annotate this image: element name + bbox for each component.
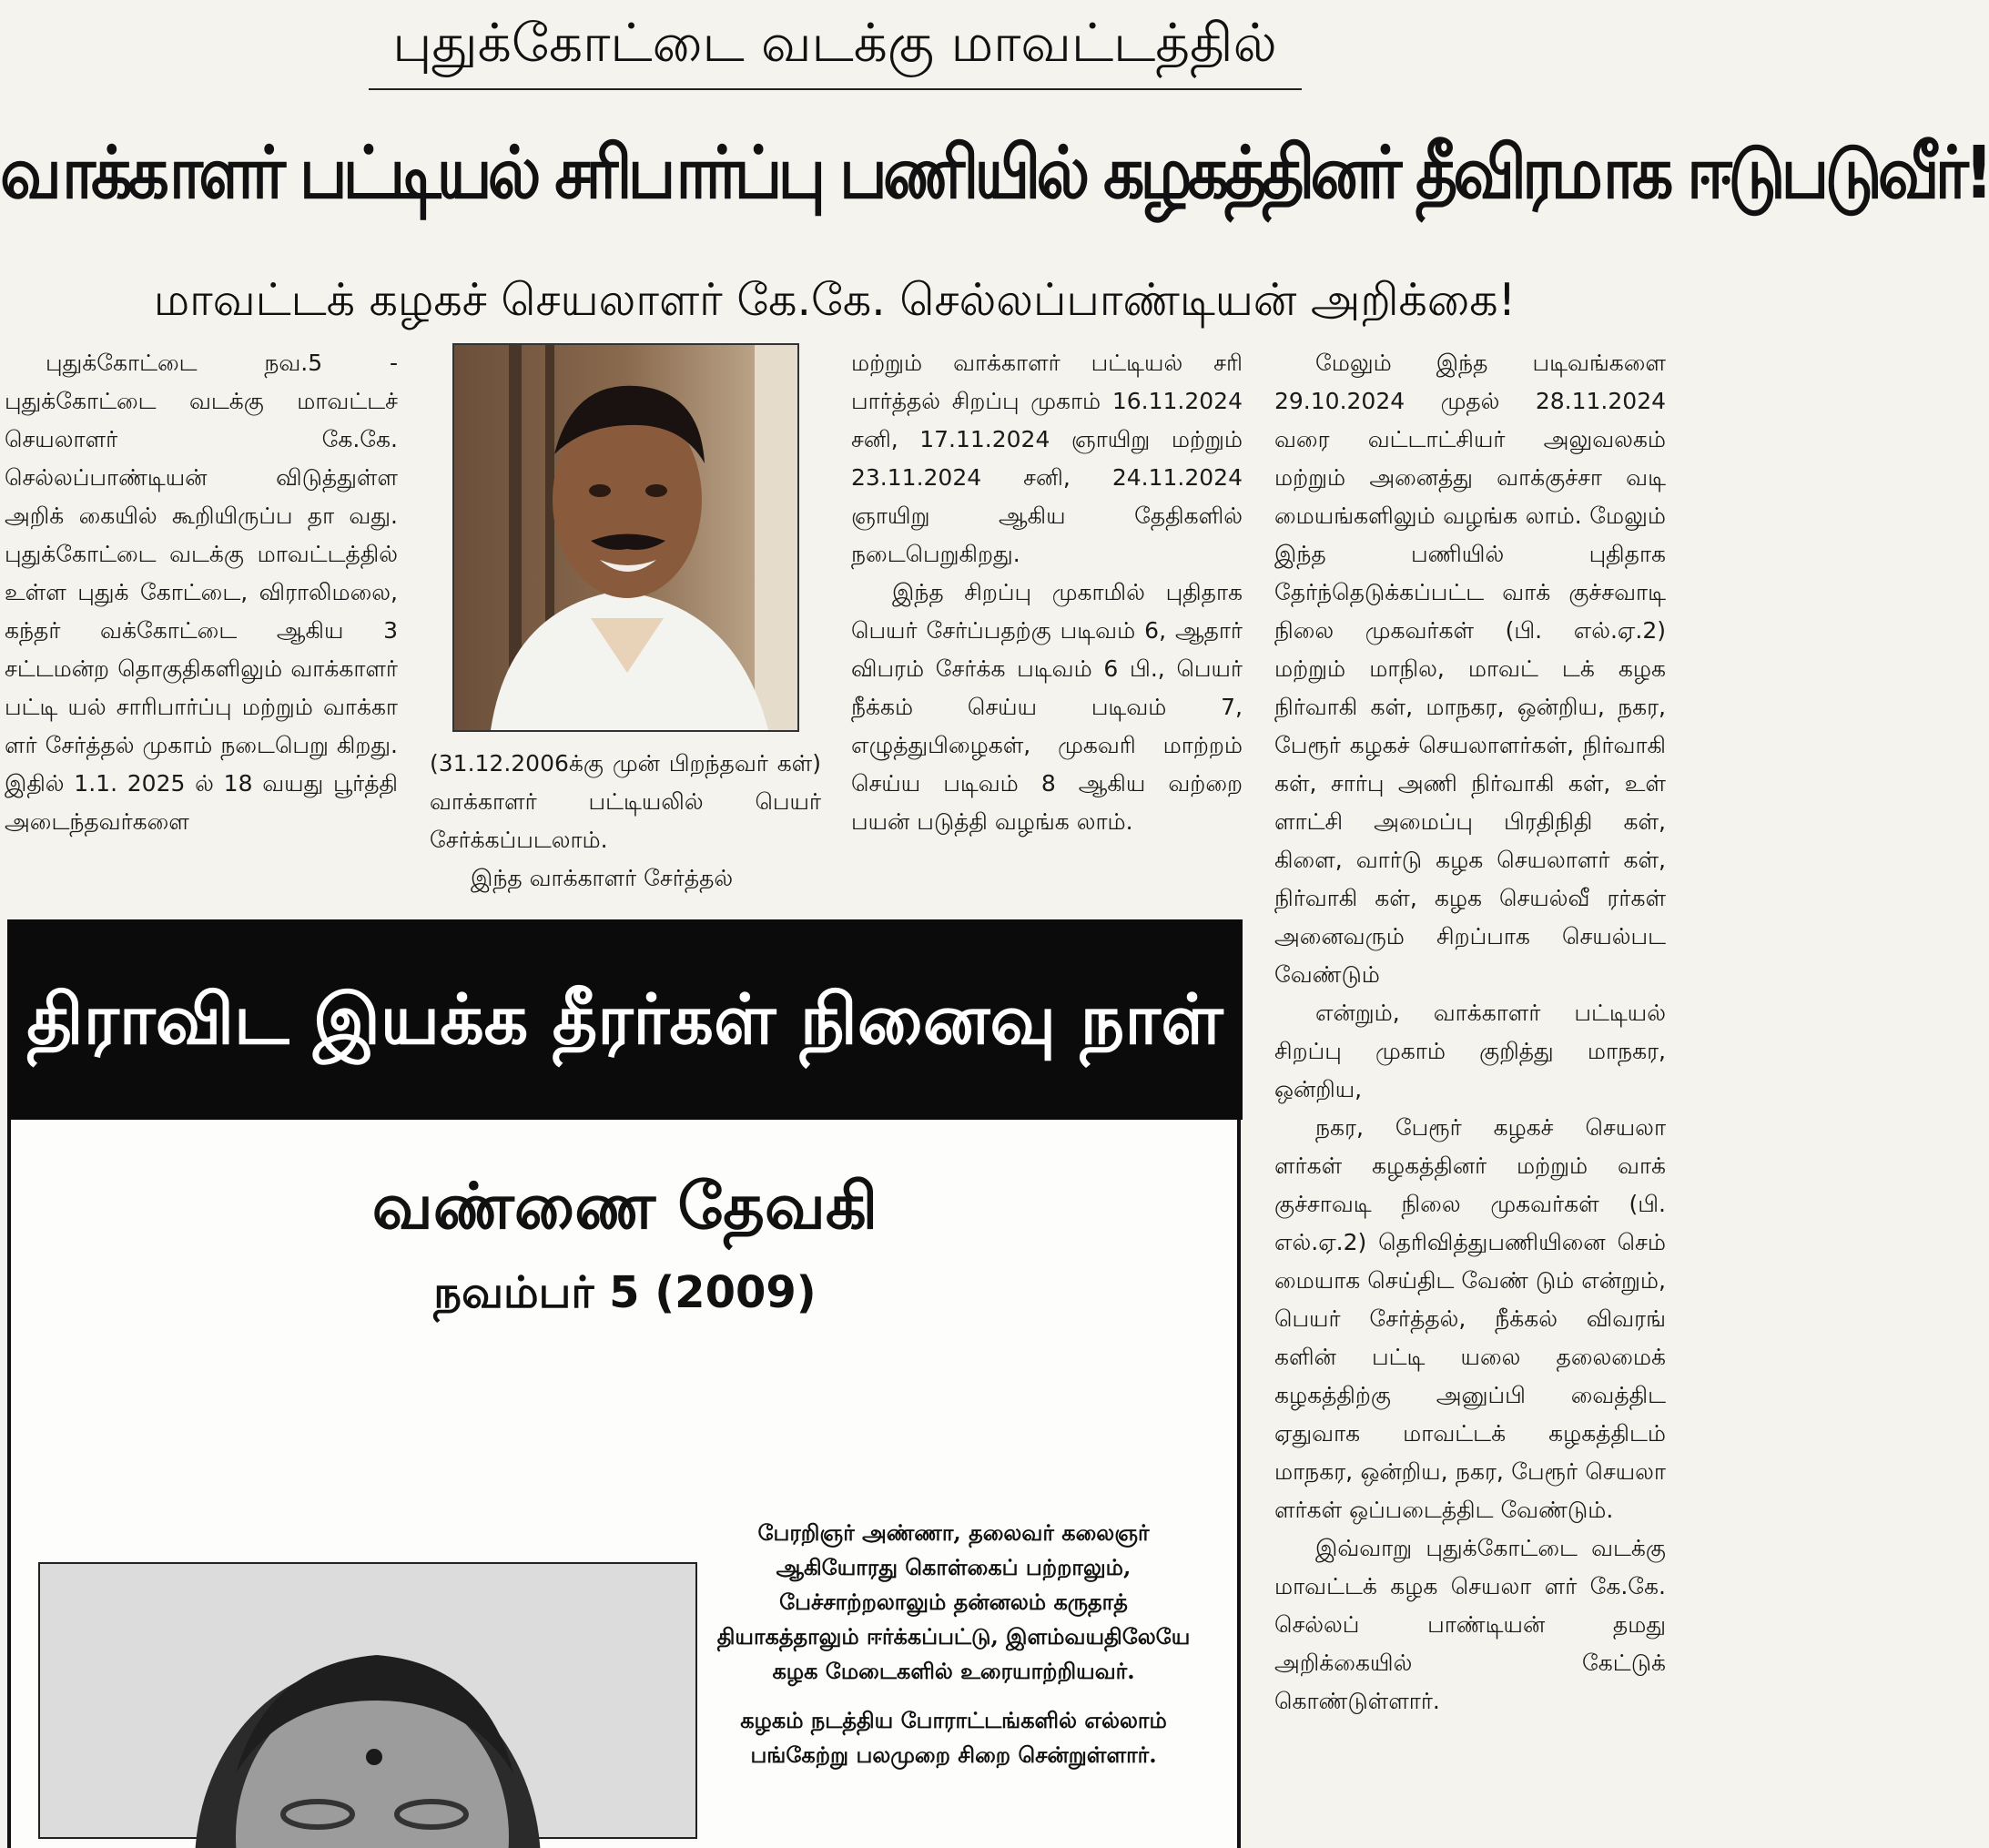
memorial-person-name: வண்ணை தேவகி	[371, 1168, 878, 1244]
article-column-2	[430, 745, 821, 898]
secretary-portrait-photo	[452, 343, 799, 732]
article-column-1	[5, 344, 398, 841]
article-paragraph: புதுக்கோட்டை நவ.5 - புதுக்கோட்டை வடக்கு மாவட்டச் செயலாளர் கே.கே. செல்லப்பாண்டியன் விடுத்துள்ள அறிக் கையில் கூறியிருப்ப தா வது. புதுக்கோட்டை வடக்கு மாவட்டத்தில் உள்ள புதுக் கோட்டை, விராலிமலை, கந்தர் வக்கோட்டை ஆகிய 3 சட்டமன்ற தொகுதிகளிலும் வாக்காளர் பட்டி யல் சாரிபார்ப்பு மற்றும் வாக்கா ளர் சேர்த்தல் முகாம் நடைபெறு கிறது. இதில் 1.1. 2025 ல் 18 வயது பூர்த்தி அடைந்தவர்களை	[5, 350, 398, 835]
kicker-headline: புதுக்கோட்டை வடக்கு மாவட்டத்தில்	[392, 12, 1277, 74]
main-headline: வாக்காளர் பட்டியல் சரிபார்ப்பு பணியில் கழகத்தினர் தீவிரமாக ஈடுபடுவீர்!	[0, 129, 1989, 215]
article-paragraph: இந்த சிறப்பு முகாமில் புதிதாக பெயர் சேர்ப்பதற்கு படிவம் 6, ஆதார் விபரம் சேர்க்க படிவம் 6 பி., பெயர் நீக்கம் செய்ய படிவம் 7, எழுத்துபிழைகள், முகவரி மாற்றம் செய்ய படிவம் 8 ஆகிய வற்றை பயன் படுத்தி வழங்க லாம்.	[851, 579, 1243, 835]
article-paragraph: நகர, பேரூர் கழகச் செயலா ளர்கள் கழகத்தினர் மற்றும் வாக் குச்சாவடி நிலை முகவர்கள் (பி. எல்.ஏ.2) தெரிவித்துபணியினை செம் மையாக செய்திட வேண் டும் என்றும், பெயர் சேர்த்தல், நீக்கல் விவரங் களின் பட்டி யலை தலைமைக் கழகத்திற்கு அனுப்பி வைத்திட ஏதுவாக மாவட்டக் கழகத்திடம் மாநகர, ஒன்றிய, நகர, பேரூர் செயலா ளர்கள் ஒப்படைத்திட வேண்டும்.	[1274, 1114, 1666, 1523]
article-column-3	[851, 344, 1243, 841]
memorial-bio-paragraph: கழகம் நடத்திய போராட்டங்களில் எல்லாம் பங்கேற்று பலமுறை சிறை சென்றுள்ளார்.	[740, 1707, 1167, 1768]
memorial-banner-title: திராவிட இயக்க தீரர்கள் நினைவு நாள்	[26, 979, 1223, 1060]
article-paragraph: மற்றும் வாக்காளர் பட்டியல் சரி பார்த்தல் சிறப்பு முகாம் 16.11.2024 சனி, 17.11.2024 ஞாயிறு மற்றும் 23.11.2024 சனி, 24.11.2024 ஞாயிறு ஆகிய தேதிகளில் நடைபெறுகிறது.	[851, 350, 1243, 567]
portrait-illustration	[454, 345, 797, 730]
sub-headline: மாவட்டக் கழகச் செயலாளர் கே.கே. செல்லப்பாண்டியன் அறிக்கை!	[153, 274, 1517, 326]
memorial-bio-paragraph: பேரறிஞர் அண்ணா, தலைவர் கலைஞர் ஆகியோரது கொள்கைப் பற்றாலும், பேச்சாற்றலாலும் தன்னலம் கருதாத் தியாகத்தாலும் ஈர்க்கப்பட்டு, இளம்வயதிலேயே கழக மேடைகளில் உரையாற்றியவர்.	[716, 1519, 1191, 1684]
article-column-4	[1274, 344, 1666, 1721]
article-paragraph: (31.12.2006க்கு முன் பிறந்தவர் கள்) வாக்காளர் பட்டியலில் பெயர் சேர்க்கப்படலாம்.	[430, 750, 821, 853]
article-paragraph: இவ்வாறு புதுக்கோட்டை வடக்கு மாவட்டக் கழக செயலா ளர் கே.கே. செல்லப் பாண்டியன் தமது அறிக்கையில் கேட்டுக் கொண்டுள்ளார்.	[1274, 1535, 1666, 1714]
article-paragraph: என்றும், வாக்காளர் பட்டியல் சிறப்பு முகாம் குறித்து மாநகர, ஒன்றிய,	[1274, 1000, 1666, 1102]
memorial-bio	[715, 1516, 1192, 1787]
article-paragraph: இந்த வாக்காளர் சேர்த்தல்	[471, 865, 734, 891]
memorial-portrait-photo	[38, 1562, 697, 1839]
article-paragraph: மேலும் இந்த படிவங்களை 29.10.2024 முதல் 28.11.2024 வரை வட்டாட்சியர் அலுவலகம் மற்றும் அனைத்து வாக்குச்சா வடி மையங்களிலும் வழங்க லாம். மேலும் இந்த பணியில் புதிதாக தேர்ந்தெடுக்கப்பட்ட வாக் குச்சவாடி நிலை முகவர்கள் (பி. எல்.ஏ.2) மற்றும் மாநில, மாவட் டக் கழக நிர்வாகி கள், மாநகர, ஒன்றிய, நகர, பேரூர் கழகச் செயலாளர்கள், நிர்வாகி கள், சார்பு அணி நிர்வாகி கள், உள் ளாட்சி அமைப்பு பிரதிநிதி கள், கிளை, வார்டு கழக செயலாளர் கள், நிர்வாகி கள், கழக செயல்வீ ரர்கள் அனைவரும் சிறப்பாக செயல்பட வேண்டும்	[1274, 350, 1666, 988]
kicker-underline	[369, 88, 1302, 90]
memorial-date: நவம்பர் 5 (2009)	[433, 1267, 817, 1318]
memorial-portrait-illustration	[40, 1564, 695, 1837]
